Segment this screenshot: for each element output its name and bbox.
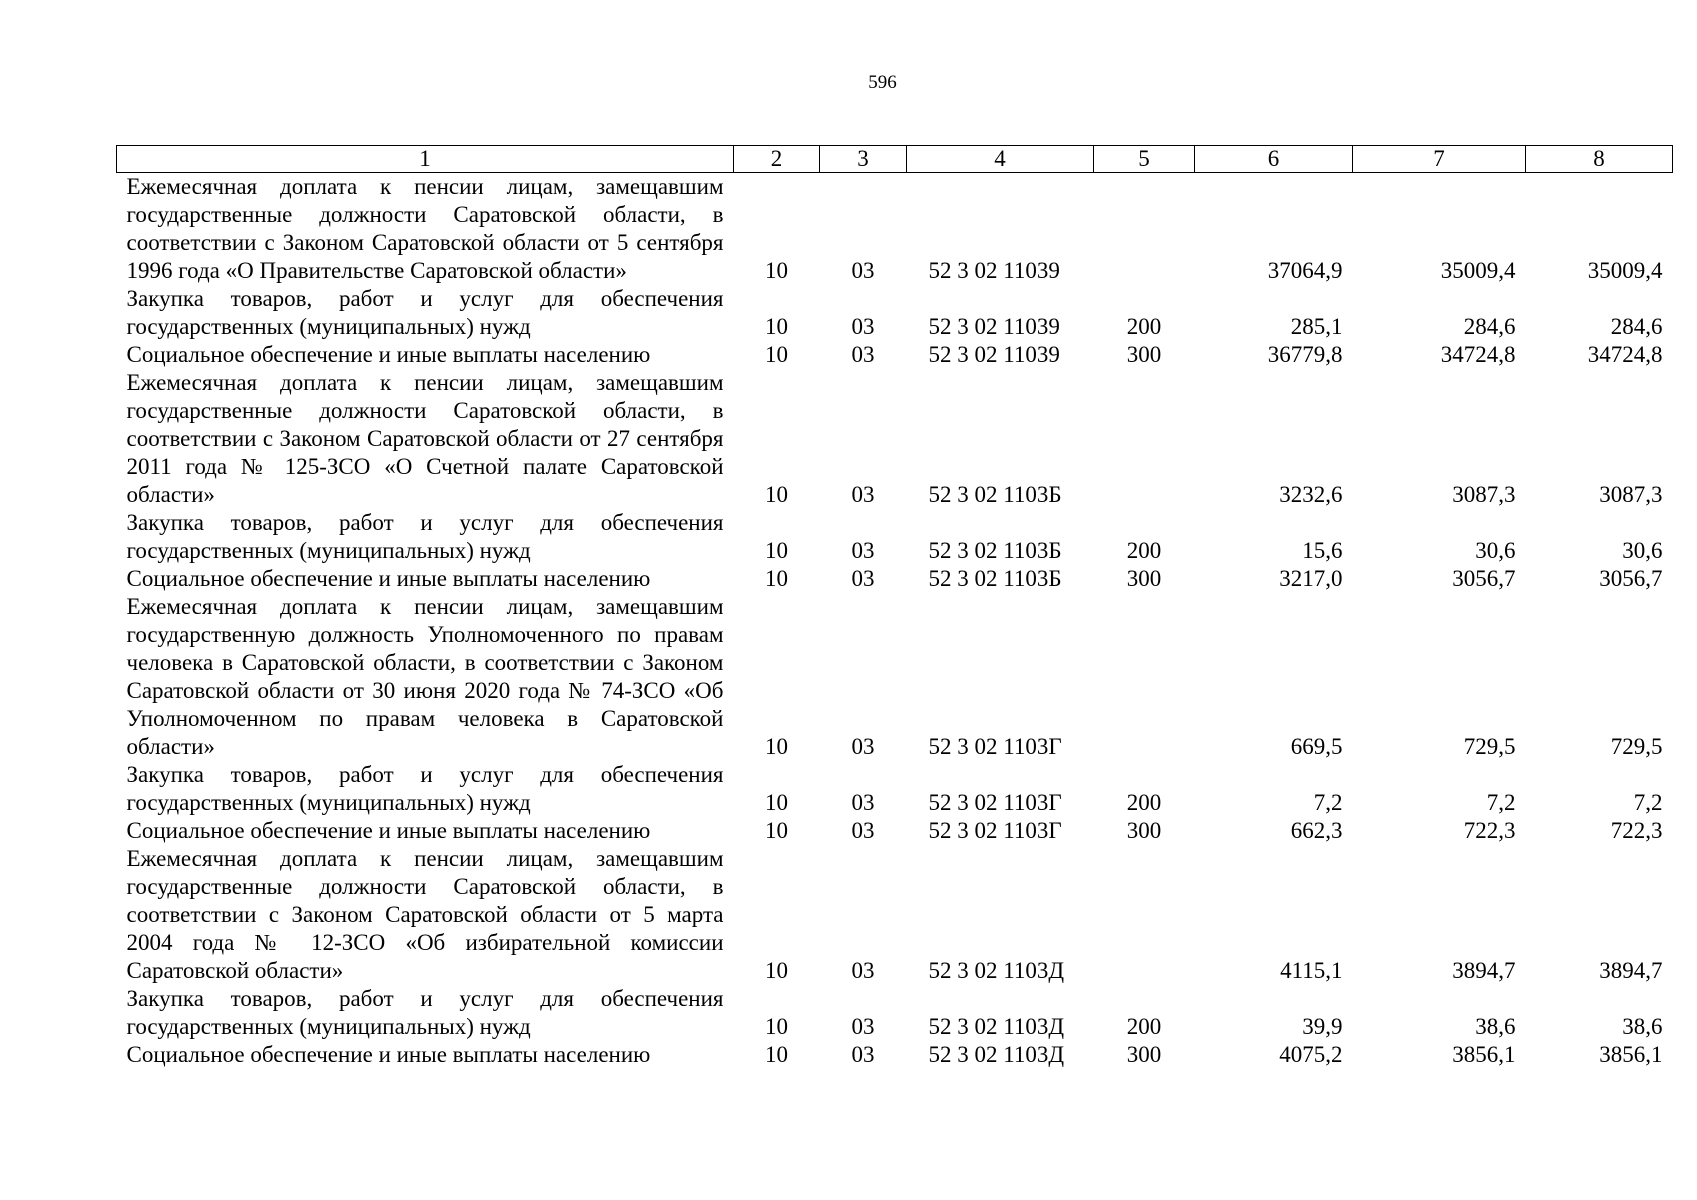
- row-description: Закупка товаров, работ и услуг для обеспечения государственных (муниципальных) нужд: [126, 286, 724, 339]
- table-row: [117, 341, 1673, 369]
- table-row: [117, 845, 1673, 985]
- row-description: Ежемесячная доплата к пенсии лицам, замещавшим государственные должности Саратовской области, в соответствии с Законом Саратовской области от 5 марта 2004 года № 12-ЗСО «Об избирательной комиссии Саратовской области»: [126, 846, 724, 983]
- amount-col-8: 7,2: [1633, 790, 1663, 815]
- subsection-code: 03: [851, 538, 875, 563]
- section-code: 10: [765, 566, 788, 591]
- table-row: [117, 509, 1673, 565]
- amount-col-8: 3056,7: [1599, 566, 1663, 591]
- amount-col-7: 722,3: [1463, 818, 1516, 843]
- amount-col-6: 669,5: [1290, 734, 1343, 759]
- amount-col-8: 38,6: [1622, 1014, 1663, 1039]
- target-article-code: 52 3 02 11039: [928, 258, 1060, 283]
- table-row: [117, 565, 1673, 593]
- subsection-code: 03: [851, 342, 875, 367]
- amount-col-8: 34724,8: [1587, 342, 1663, 367]
- column-header-3: 3: [820, 146, 907, 173]
- table-row: [117, 285, 1673, 341]
- row-description: Социальное обеспечение и иные выплаты населению: [126, 1042, 651, 1067]
- column-header-5: 5: [1094, 146, 1195, 173]
- target-article-code: 52 3 02 1103Б: [928, 482, 1062, 507]
- row-description: Закупка товаров, работ и услуг для обеспечения государственных (муниципальных) нужд: [126, 510, 724, 563]
- amount-col-7: 35009,4: [1440, 258, 1516, 283]
- expense-type-code: 200: [1126, 314, 1162, 339]
- column-header-2: 2: [734, 146, 820, 173]
- table-row: [117, 593, 1673, 761]
- row-description: Ежемесячная доплата к пенсии лицам, замещавшим государственную должность Уполномоченного по правам человека в Саратовской области, в соответствии с Законом Саратовской области от 30 июня 2020 года № 74-ЗСО «Об Уполномоченном по правам человека в Саратовской области»: [126, 594, 724, 759]
- expense-type-code: 200: [1126, 790, 1162, 815]
- amount-col-8: 3894,7: [1599, 958, 1663, 983]
- row-description: Ежемесячная доплата к пенсии лицам, замещавшим государственные должности Саратовской области, в соответствии с Законом Саратовской области от 27 сентября 2011 года № 125-ЗСО «О Счетной палате Саратовской области»: [126, 370, 724, 507]
- amount-col-6: 15,6: [1302, 538, 1343, 563]
- amount-col-6: 4115,1: [1280, 958, 1343, 983]
- target-article-code: 52 3 02 1103Г: [928, 790, 1062, 815]
- table-body: [117, 173, 1673, 1070]
- table-row: [117, 761, 1673, 817]
- subsection-code: 03: [851, 258, 875, 283]
- row-description: Социальное обеспечение и иные выплаты населению: [126, 342, 651, 367]
- target-article-code: 52 3 02 1103Д: [928, 958, 1065, 983]
- target-article-code: 52 3 02 11039: [928, 342, 1060, 367]
- table-row: [117, 173, 1673, 286]
- section-code: 10: [765, 342, 788, 367]
- section-code: 10: [765, 790, 788, 815]
- amount-col-8: 30,6: [1622, 538, 1663, 563]
- subsection-code: 03: [851, 1014, 875, 1039]
- amount-col-8: 729,5: [1610, 734, 1663, 759]
- row-description: Социальное обеспечение и иные выплаты населению: [126, 566, 651, 591]
- table-row: [117, 369, 1673, 509]
- amount-col-8: 284,6: [1610, 314, 1663, 339]
- amount-col-6: 36779,8: [1267, 342, 1343, 367]
- expense-type-code: [1094, 369, 1195, 509]
- amount-col-8: 722,3: [1610, 818, 1663, 843]
- expense-type-code: [1094, 593, 1195, 761]
- amount-col-7: 3056,7: [1452, 566, 1516, 591]
- amount-col-7: 3894,7: [1452, 958, 1516, 983]
- header-row: [117, 146, 1673, 173]
- expense-type-code: [1094, 173, 1195, 286]
- section-code: 10: [765, 314, 788, 339]
- amount-col-7: 30,6: [1475, 538, 1516, 563]
- row-description: Ежемесячная доплата к пенсии лицам, замещавшим государственные должности Саратовской области, в соответствии с Законом Саратовской области от 5 сентября 1996 года «О Правительстве Саратовской области»: [126, 174, 724, 283]
- page-number: 596: [868, 72, 897, 93]
- expense-type-code: 300: [1126, 342, 1162, 367]
- amount-col-6: 285,1: [1290, 314, 1343, 339]
- amount-col-7: 7,2: [1486, 790, 1516, 815]
- table-row: [117, 985, 1673, 1041]
- expense-type-code: 300: [1126, 1042, 1162, 1067]
- column-header-8: 8: [1526, 146, 1673, 173]
- column-header-6: 6: [1195, 146, 1353, 173]
- amount-col-7: 3087,3: [1452, 482, 1516, 507]
- section-code: 10: [765, 538, 788, 563]
- amount-col-8: 3087,3: [1599, 482, 1663, 507]
- section-code: 10: [765, 734, 788, 759]
- amount-col-6: 39,9: [1302, 1014, 1343, 1039]
- expense-type-code: 200: [1126, 538, 1162, 563]
- target-article-code: 52 3 02 1103Б: [928, 538, 1062, 563]
- subsection-code: 03: [851, 818, 875, 843]
- amount-col-6: 3217,0: [1279, 566, 1343, 591]
- amount-col-8: 3856,1: [1599, 1042, 1663, 1067]
- section-code: 10: [765, 818, 788, 843]
- expense-type-code: 300: [1126, 566, 1162, 591]
- table-row: [117, 1041, 1673, 1069]
- amount-col-6: 662,3: [1290, 818, 1343, 843]
- amount-col-6: 4075,2: [1279, 1042, 1343, 1067]
- expense-type-code: 200: [1126, 1014, 1162, 1039]
- row-description: Закупка товаров, работ и услуг для обеспечения государственных (муниципальных) нужд: [126, 762, 724, 815]
- row-description: Социальное обеспечение и иные выплаты населению: [126, 818, 651, 843]
- amount-col-7: 38,6: [1475, 1014, 1516, 1039]
- column-header-4: 4: [907, 146, 1094, 173]
- section-code: 10: [765, 1014, 788, 1039]
- subsection-code: 03: [851, 1042, 875, 1067]
- section-code: 10: [765, 482, 788, 507]
- subsection-code: 03: [851, 790, 875, 815]
- expense-type-code: [1094, 845, 1195, 985]
- amount-col-6: 3232,6: [1279, 482, 1343, 507]
- target-article-code: 52 3 02 1103Г: [928, 818, 1062, 843]
- subsection-code: 03: [851, 958, 875, 983]
- amount-col-7: 34724,8: [1440, 342, 1516, 367]
- target-article-code: 52 3 02 1103Д: [928, 1014, 1065, 1039]
- target-article-code: 52 3 02 1103Б: [928, 566, 1062, 591]
- amount-col-6: 37064,9: [1267, 258, 1343, 283]
- amount-col-6: 7,2: [1313, 790, 1343, 815]
- budget-table: [116, 145, 1673, 1069]
- section-code: 10: [765, 258, 788, 283]
- section-code: 10: [765, 958, 788, 983]
- expense-type-code: 300: [1126, 818, 1162, 843]
- target-article-code: 52 3 02 1103Г: [928, 734, 1062, 759]
- amount-col-7: 729,5: [1463, 734, 1516, 759]
- section-code: 10: [765, 1042, 788, 1067]
- column-header-1: 1: [117, 146, 734, 173]
- amount-col-7: 3856,1: [1452, 1042, 1516, 1067]
- row-description: Закупка товаров, работ и услуг для обеспечения государственных (муниципальных) нужд: [126, 986, 724, 1039]
- subsection-code: 03: [851, 482, 875, 507]
- subsection-code: 03: [851, 314, 875, 339]
- amount-col-8: 35009,4: [1587, 258, 1663, 283]
- table-row: [117, 817, 1673, 845]
- column-header-7: 7: [1353, 146, 1526, 173]
- amount-col-7: 284,6: [1463, 314, 1516, 339]
- target-article-code: 52 3 02 1103Д: [928, 1042, 1065, 1067]
- target-article-code: 52 3 02 11039: [928, 314, 1060, 339]
- subsection-code: 03: [851, 566, 875, 591]
- subsection-code: 03: [851, 734, 875, 759]
